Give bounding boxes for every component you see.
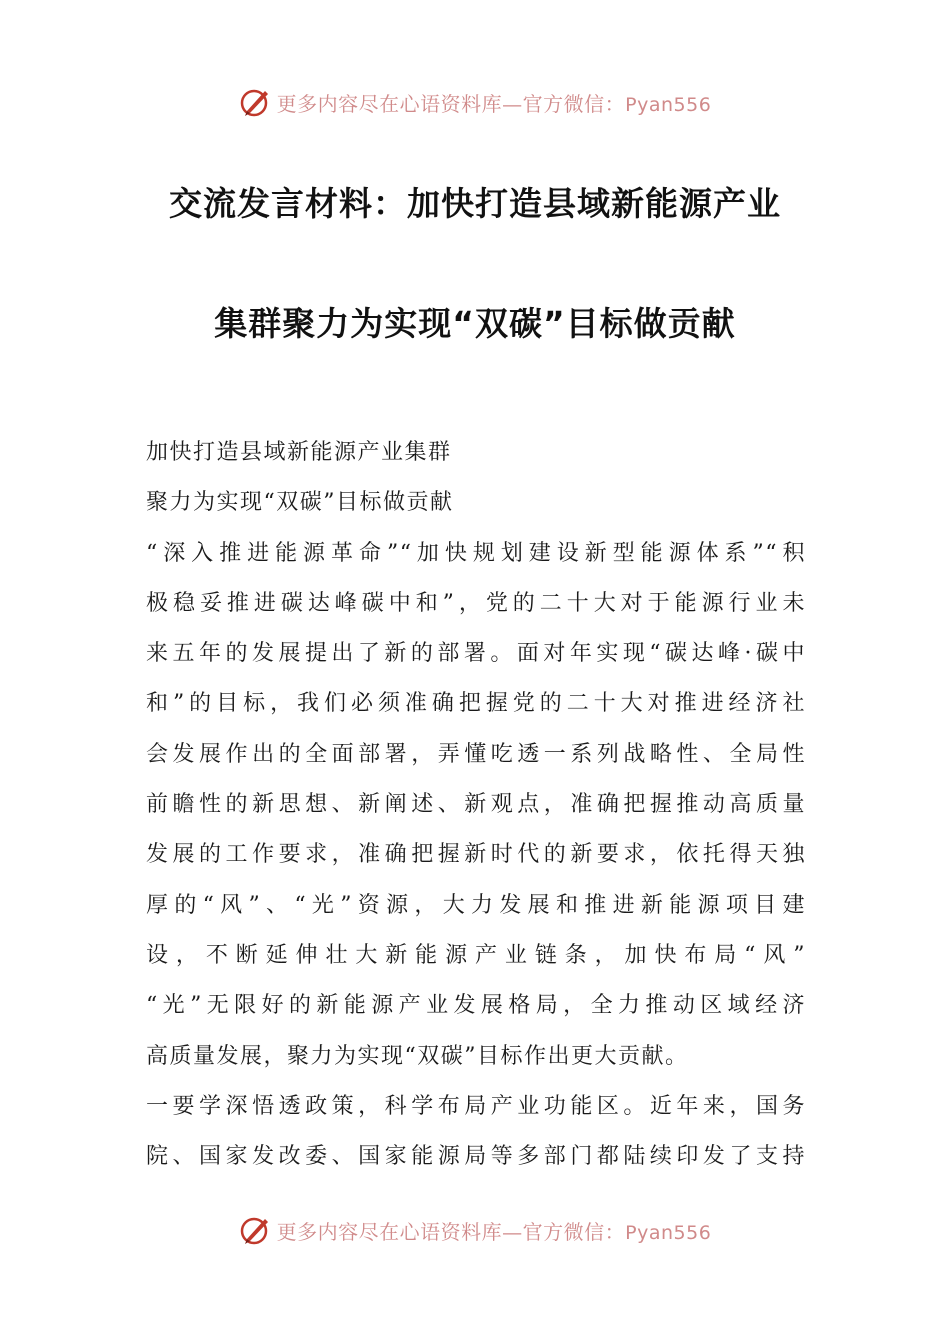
body-text-line: “深入推进能源革命”“加快规划建设新型能源体系”“积 bbox=[146, 540, 806, 566]
body-text-line: 院、国家发改委、国家能源局等多部门都陆续印发了支持 bbox=[146, 1144, 806, 1170]
body-text-line: 厚的“风”、“光”资源，大力发展和推进新能源项目建 bbox=[146, 892, 806, 918]
body-text-line: 来五年的发展提出了新的部署。面对年实现“碳达峰·碳中 bbox=[146, 641, 806, 667]
body-text-line: 加快打造县域新能源产业集群 bbox=[146, 440, 452, 465]
header-banner-text bbox=[277, 88, 712, 117]
body-text-line: 高质量发展，聚力为实现“双碳”目标作出更大贡献。 bbox=[146, 1043, 689, 1069]
header-banner-text-en: Pyan556 bbox=[625, 93, 712, 116]
pen-circle-logo-icon bbox=[239, 85, 273, 119]
document-body bbox=[146, 428, 806, 1182]
body-text-line: 一要学深悟透政策，科学布局产业功能区。近年来，国务 bbox=[146, 1093, 806, 1119]
footer-banner-text bbox=[277, 1216, 712, 1245]
footer-banner-text-cn: 更多内容尽在心语资料库—官方微信： bbox=[276, 1219, 626, 1244]
body-text-line: 设，不断延伸壮大新能源产业链条，加快布局“风” bbox=[146, 942, 806, 968]
body-text-line: 会发展作出的全面部署，弄懂吃透一系列战略性、全局性 bbox=[146, 741, 806, 767]
body-text-line: 极稳妥推进碳达峰碳中和”，党的二十大对于能源行业未 bbox=[146, 590, 806, 616]
header-banner-text-cn: 更多内容尽在心语资料库—官方微信： bbox=[276, 91, 626, 116]
header-watermark-banner bbox=[0, 84, 950, 120]
body-text-line: “光”无限好的新能源产业发展格局，全力推动区域经济 bbox=[146, 993, 806, 1019]
body-text-line: 发展的工作要求，准确把握新时代的新要求，依托得天独 bbox=[146, 842, 806, 868]
document-title-line-2: 集群聚力为实现“双碳”目标做贡献 bbox=[214, 304, 736, 343]
body-text-line: 和”的目标，我们必须准确把握党的二十大对推进经济社 bbox=[146, 691, 806, 717]
footer-banner-text-en: Pyan556 bbox=[625, 1221, 712, 1244]
body-text-line: 聚力为实现“双碳”目标做贡献 bbox=[146, 490, 454, 516]
document-title-line-1: 交流发言材料：加快打造县域新能源产业 bbox=[169, 184, 781, 223]
body-text-line: 前瞻性的新思想、新阐述、新观点，准确把握推动高质量 bbox=[146, 792, 806, 818]
pen-circle-logo-icon bbox=[239, 1213, 273, 1247]
footer-watermark-banner bbox=[0, 1212, 950, 1248]
